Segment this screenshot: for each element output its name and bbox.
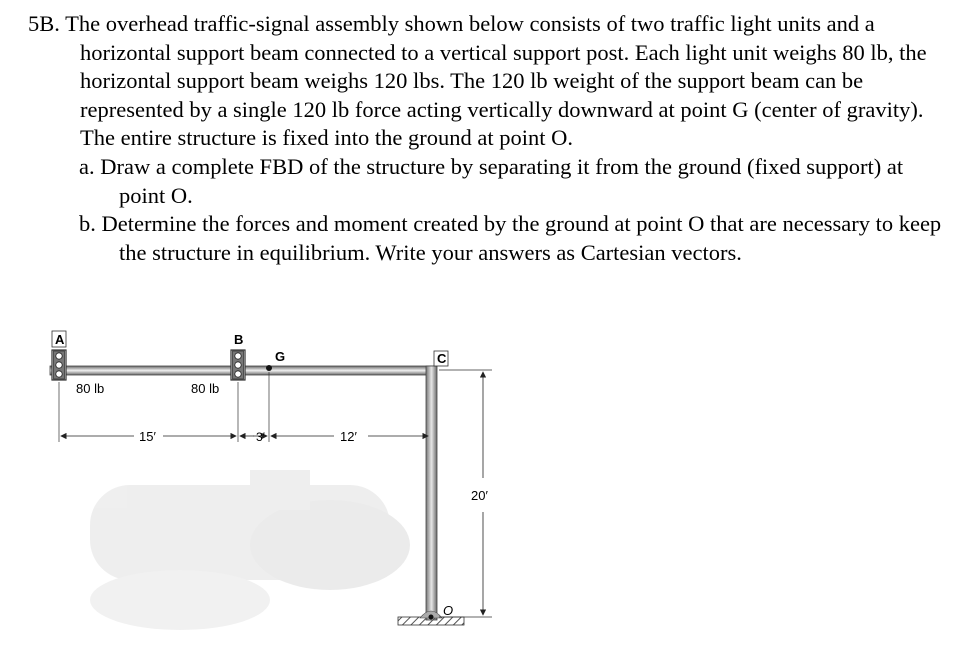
dim-15ft: 15′ (139, 429, 156, 444)
problem-statement (28, 10, 948, 153)
part-b (28, 210, 948, 267)
label-a: A (55, 332, 65, 347)
dim-12ft: 12′ (340, 429, 357, 444)
statement-text: The overhead traffic-signal assembly shown below consists of two traffic light units and a horizontal support beam connected to a vertical support post. Each light unit weighs 80 lb, the horizontal support beam weighs 120 lbs. The 120 lb weight of the support beam can be represented by a single 120 lb force acting vertically downward at point G (center of gravity). The entire structure is fixed into the ground at point O. (65, 11, 927, 151)
background-photo (90, 470, 410, 630)
part-a-label: a. (79, 153, 95, 179)
label-b: B (234, 332, 244, 347)
traffic-light-b (231, 350, 245, 380)
part-b-text: Determine the forces and moment created by the ground at point O that are necessary to keep the structure in equilibrium. Write your answers as Cartesian vectors. (101, 211, 942, 265)
load-light-b: 80 lb (191, 381, 220, 396)
traffic-signal-figure (0, 320, 962, 650)
label-o: O (443, 603, 454, 618)
dim-20ft: 20′ (471, 488, 488, 503)
part-a (28, 153, 948, 210)
dim-3ft: 3′ (256, 430, 265, 444)
support-post (426, 366, 437, 620)
point-o-marker (429, 615, 434, 620)
label-c: C (437, 351, 447, 366)
problem-text (28, 10, 948, 267)
label-g: G (275, 349, 286, 364)
problem-number: 5B. (28, 11, 60, 36)
load-light-a: 80 lb (76, 381, 105, 396)
point-g-marker (266, 365, 272, 371)
part-b-label: b. (79, 211, 96, 237)
traffic-light-a (52, 350, 66, 380)
part-a-text: Draw a complete FBD of the structure by separating it from the ground (fixed support) at point O. (100, 153, 904, 208)
